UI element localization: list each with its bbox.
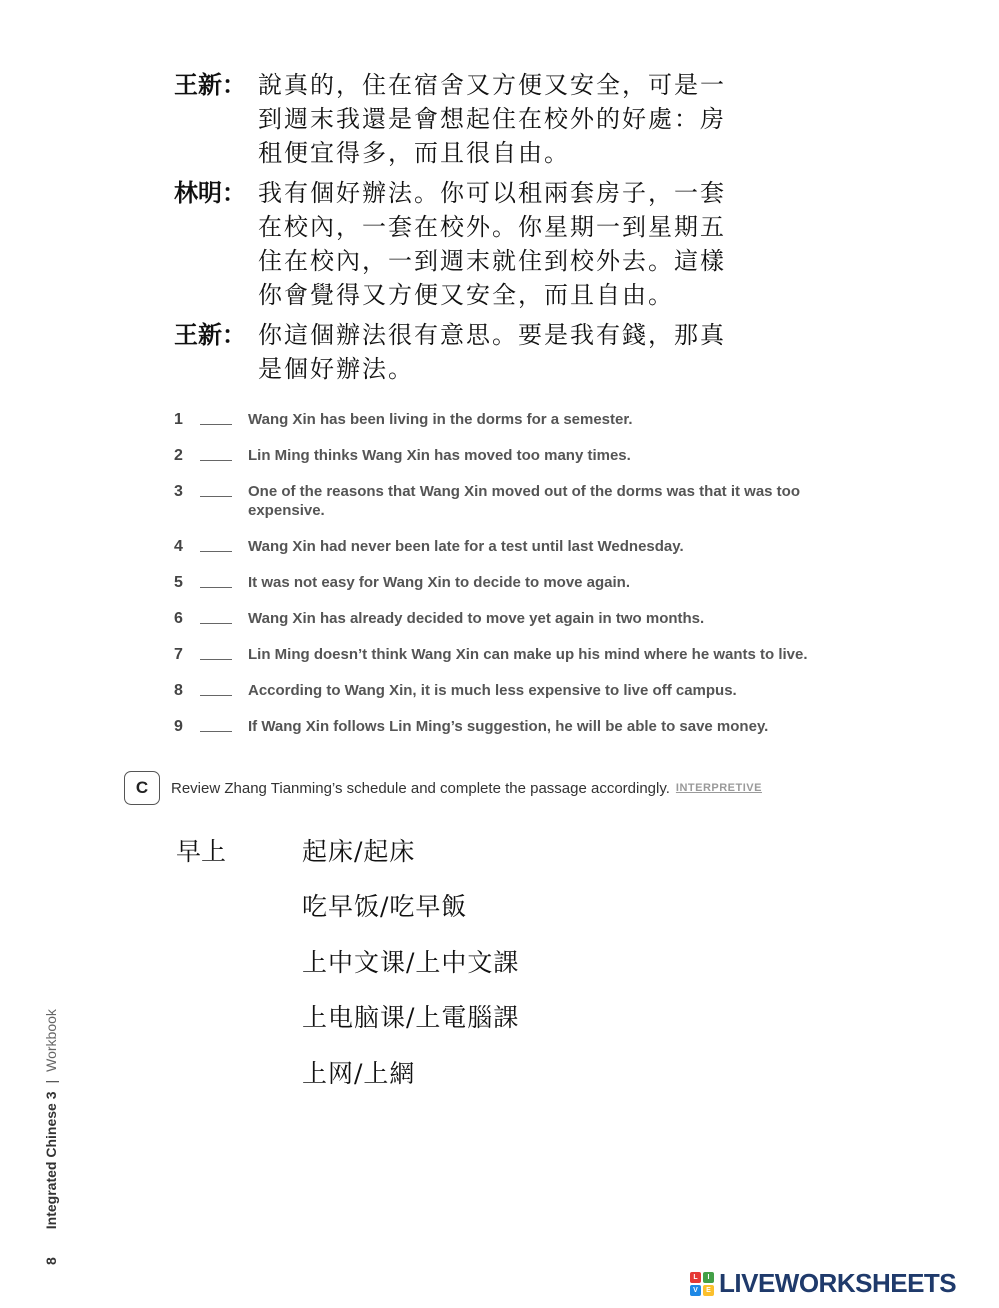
answer-blank[interactable] [200, 446, 232, 461]
liveworksheets-logo[interactable] [690, 1268, 956, 1299]
schedule-row [176, 822, 519, 878]
question-text: One of the reasons that Wang Xin moved out of the dorms was that it was too expensive. [248, 483, 800, 519]
dialogue-line: 你這個辦法很有意思。要是我有錢，那真 [258, 321, 726, 349]
section-c-header [124, 771, 762, 805]
dialogue-turn [174, 318, 794, 386]
dialogue-lines [258, 318, 726, 386]
answer-blank[interactable] [200, 573, 232, 588]
schedule-item: 上中文课/上中文課 [302, 947, 520, 977]
answer-blank[interactable] [200, 482, 232, 497]
dialogue [174, 68, 794, 392]
question-number: 9 [174, 718, 183, 735]
section-instruction: Review Zhang Tianming’s schedule and complete the passage accordingly. [171, 779, 670, 797]
question-text: Lin Ming doesn’t think Wang Xin can make up his mind where he wants to live. [248, 646, 808, 663]
question-item [174, 446, 834, 482]
logo-square: I [703, 1272, 714, 1283]
dialogue-line: 到週末我還是會想起住在校外的好處：房 [258, 105, 726, 133]
question-text: It was not easy for Wang Xin to decide to move again. [248, 574, 631, 591]
dialogue-line: 在校內，一套在校外。你星期一到星期五 [258, 213, 726, 241]
logo-square: E [703, 1285, 714, 1296]
question-text: According to Wang Xin, it is much less expensive to live off campus. [248, 682, 737, 699]
question-item [174, 573, 834, 609]
question-item [174, 609, 834, 645]
interpretive-tag: INTERPRETIVE [675, 782, 762, 794]
question-item [174, 681, 834, 717]
answer-blank[interactable] [200, 537, 232, 552]
dialogue-turn [174, 68, 794, 170]
book-title: Integrated Chinese 3 [43, 1091, 59, 1230]
answer-blank[interactable] [200, 609, 232, 624]
schedule-row [176, 989, 519, 1045]
answer-blank[interactable] [200, 717, 232, 732]
dialogue-turn [174, 176, 794, 312]
question-number: 1 [174, 411, 183, 428]
answer-blank[interactable] [200, 681, 232, 696]
speaker-name: 王新： [174, 70, 246, 99]
question-text: Wang Xin had never been late for a test until last Wednesday. [248, 538, 684, 555]
dialogue-line: 租便宜得多，而且很自由。 [258, 139, 570, 167]
page-sidebar [43, 1009, 59, 1265]
page-number: 8 [43, 1257, 59, 1265]
question-item [174, 482, 834, 537]
speaker-name: 林明： [174, 178, 246, 207]
schedule-item: 起床/起床 [302, 836, 416, 866]
question-number: 6 [174, 610, 183, 627]
schedule-row [176, 878, 519, 934]
schedule-item: 上电脑课/上電腦課 [302, 1003, 520, 1033]
schedule-item: 上网/上網 [302, 1058, 416, 1088]
sidebar-separator: | [43, 1079, 59, 1084]
logo-square: L [690, 1272, 701, 1283]
book-type: Workbook [43, 1009, 59, 1072]
question-text: Wang Xin has been living in the dorms for a semester. [248, 411, 633, 428]
question-number: 3 [174, 483, 183, 500]
schedule [176, 822, 519, 1100]
section-letter-badge: C [124, 771, 160, 805]
logo-text: LIVEWORKSHEETS [719, 1268, 957, 1298]
answer-blank[interactable] [200, 410, 232, 425]
question-number: 8 [174, 682, 183, 699]
dialogue-line: 住在校內，一到週末就住到校外去。這樣 [258, 247, 726, 275]
schedule-row [176, 1044, 519, 1100]
question-number: 7 [174, 646, 183, 663]
question-text: Lin Ming thinks Wang Xin has moved too many times. [248, 447, 631, 464]
question-item [174, 537, 834, 573]
answer-blank[interactable] [200, 645, 232, 660]
schedule-row [176, 933, 519, 989]
logo-icon [690, 1272, 714, 1296]
schedule-item: 吃早饭/吃早飯 [302, 892, 468, 922]
question-number: 4 [174, 538, 183, 555]
logo-square: V [690, 1285, 701, 1296]
dialogue-lines [258, 176, 726, 312]
dialogue-line: 說真的，住在宿舍又方便又安全，可是一 [258, 71, 726, 99]
schedule-time-label: 早上 [176, 836, 227, 866]
question-item [174, 645, 834, 681]
dialogue-line: 是個好辦法。 [258, 355, 414, 383]
question-number: 5 [174, 574, 183, 591]
speaker-name: 王新： [174, 320, 246, 349]
question-item [174, 410, 834, 446]
dialogue-line: 我有個好辦法。你可以租兩套房子，一套 [258, 179, 726, 207]
question-text: Wang Xin has already decided to move yet again in two months. [248, 610, 705, 627]
question-item [174, 717, 834, 753]
question-text: If Wang Xin follows Lin Ming’s suggestion, he will be able to save money. [248, 718, 769, 735]
question-number: 2 [174, 447, 183, 464]
dialogue-lines [258, 68, 726, 170]
dialogue-line: 你會覺得又方便又安全，而且自由。 [258, 281, 674, 309]
true-false-questions [174, 410, 834, 753]
